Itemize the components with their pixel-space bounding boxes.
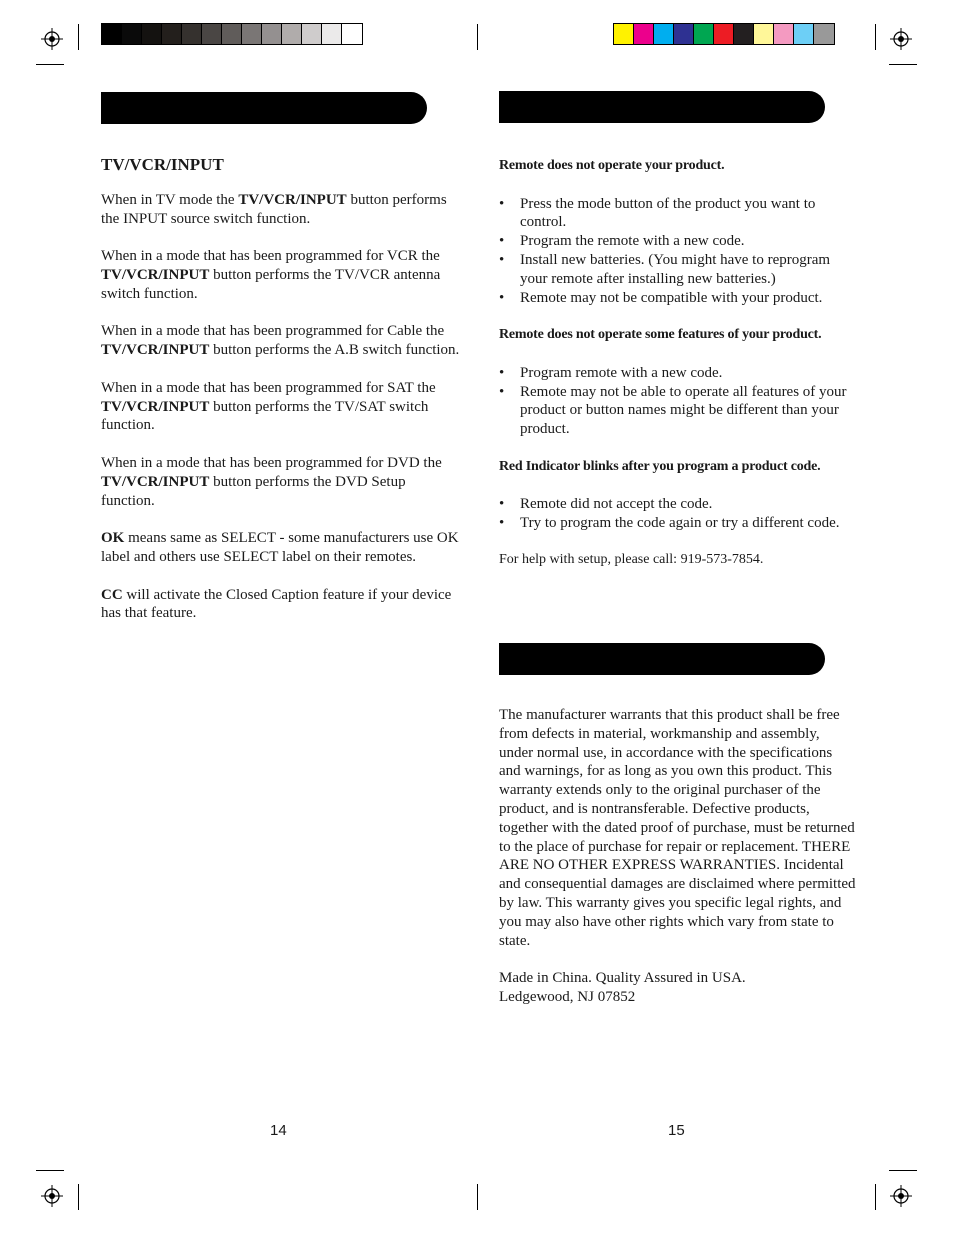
left-paragraphs	[101, 191, 461, 623]
gray-swatch	[102, 24, 122, 44]
gray-swatch	[242, 24, 262, 44]
color-swatch	[654, 24, 674, 44]
body-paragraph	[101, 191, 461, 229]
color-swatch	[774, 24, 794, 44]
crop-mark	[477, 1184, 478, 1210]
bullet-list	[499, 195, 857, 308]
bullet-list	[499, 495, 857, 533]
process-color-bar	[613, 23, 835, 45]
gray-swatch	[282, 24, 302, 44]
gray-swatch	[222, 24, 242, 44]
body-paragraph	[101, 247, 461, 303]
body-paragraph	[101, 379, 461, 435]
crop-mark	[889, 1170, 917, 1171]
crop-mark	[875, 1184, 876, 1210]
body-paragraph	[101, 586, 461, 624]
color-swatch	[714, 24, 734, 44]
troubleshooting-heading: Remote does not operate your product.	[499, 158, 725, 173]
right-column	[499, 157, 857, 570]
color-swatch	[694, 24, 714, 44]
list-item: • Remote may not be able to operate all features of your product or button names might be different than your product.	[499, 383, 857, 439]
paragraph-text: will activate the Closed Caption feature if your device has that feature.	[101, 586, 452, 622]
list-item: • Program the remote with a new code.	[499, 232, 857, 251]
gray-swatch	[162, 24, 182, 44]
paragraph-text: When in TV mode the	[101, 191, 239, 208]
troubleshooting-header-bar	[499, 91, 825, 123]
left-column	[101, 156, 461, 623]
body-paragraph	[101, 454, 461, 510]
gray-swatch	[182, 24, 202, 44]
left-header-bar	[101, 92, 427, 124]
list-item: • Press the mode button of the product you want to control.	[499, 195, 857, 233]
color-swatch	[614, 24, 634, 44]
bullet-list	[499, 364, 857, 439]
paragraph-text: button performs the A.B switch function.	[209, 342, 460, 359]
paragraph-bold-term: TV/VCR/INPUT	[101, 473, 210, 490]
color-swatch	[734, 24, 754, 44]
crop-mark	[36, 1170, 64, 1171]
gray-swatch	[342, 24, 362, 44]
list-item: • Remote did not accept the code.	[499, 495, 857, 514]
warranty-header-bar	[499, 643, 825, 675]
paragraph-text: When in a mode that has been programmed for Cable the	[101, 323, 445, 340]
troubleshooting-section	[499, 458, 857, 533]
paragraph-text: When in a mode that has been programmed for DVD the	[101, 454, 442, 471]
troubleshooting-section	[499, 326, 857, 439]
paragraph-bold-term: OK	[101, 530, 125, 547]
made-in-text: Made in China. Quality Assured in USA.	[499, 970, 746, 987]
paragraph-text: When in a mode that has been programmed for SAT the	[101, 379, 436, 396]
crop-mark	[875, 24, 876, 50]
paragraph-text: button performs the TV/VCR antenna switch function.	[101, 266, 441, 302]
paragraph-text: When in a mode that has been programmed for VCR the	[101, 248, 440, 265]
paragraph-text: button performs the INPUT source switch function.	[101, 191, 447, 227]
crop-mark	[889, 64, 917, 65]
gray-swatch	[142, 24, 162, 44]
paragraph-bold-term: CC	[101, 586, 123, 603]
gray-swatch	[202, 24, 222, 44]
color-swatch	[634, 24, 654, 44]
page-number-left: 14	[270, 1122, 287, 1139]
crop-mark	[78, 24, 79, 50]
paragraph-text: means same as SELECT - some manufacturers use OK label and others use SELECT label on their remotes.	[101, 530, 459, 565]
crop-mark	[36, 64, 64, 65]
registration-mark-icon	[41, 28, 63, 50]
grayscale-color-bar	[101, 23, 363, 45]
troubleshooting-sections	[499, 157, 857, 533]
list-item: • Try to program the code again or try a different code.	[499, 514, 857, 533]
list-item: • Install new batteries. (You might have to reprogram your remote after installing new batteries.)	[499, 251, 857, 289]
paragraph-bold-term: TV/VCR/INPUT	[101, 266, 210, 283]
registration-mark-icon	[41, 1185, 63, 1207]
crop-mark	[477, 24, 478, 50]
paragraph-bold-term: TV/VCR/INPUT	[101, 398, 210, 415]
color-swatch	[814, 24, 834, 44]
registration-mark-icon	[890, 28, 912, 50]
crop-mark	[78, 1184, 79, 1210]
troubleshooting-heading: Red Indicator blinks after you program a product code.	[499, 458, 821, 474]
gray-swatch	[122, 24, 142, 44]
color-swatch	[794, 24, 814, 44]
warranty-text: The manufacturer warrants that this product shall be free from defects in material, workmanship and assembly, under normal use, in accordance with the specifications and warnings, for as long as you own this product. This warranty extends only to the original purchaser of the product, and is nontransferable. Defective products, together with the dated proof of purchase, must be returned to the place of purchase for repair or replacement. THERE ARE NO OTHER EXPRESS WARRANTIES. Incidental and consequential damages are disclaimed where permitted by law. This warranty gives you specific legal rights, and you may also have other rights which vary from state to state.	[499, 707, 856, 949]
color-swatch	[754, 24, 774, 44]
section-title: TV/VCR/INPUT	[101, 155, 224, 174]
paragraph-text: button performs the TV/SAT switch function.	[101, 398, 429, 434]
gray-swatch	[302, 24, 322, 44]
gray-swatch	[322, 24, 342, 44]
address-text: Ledgewood, NJ 07852	[499, 988, 636, 1005]
paragraph-text: button performs the DVD Setup function.	[101, 473, 406, 509]
list-item: • Program remote with a new code.	[499, 364, 857, 383]
page-number-right: 15	[668, 1122, 685, 1139]
gray-swatch	[262, 24, 282, 44]
troubleshooting-heading: Remote does not operate some features of your product.	[499, 327, 822, 343]
troubleshooting-section	[499, 157, 857, 307]
body-paragraph	[101, 529, 461, 567]
list-item: • Remote may not be compatible with your product.	[499, 289, 857, 308]
paragraph-bold-term: TV/VCR/INPUT	[101, 342, 210, 359]
registration-mark-icon	[890, 1185, 912, 1207]
help-text: For help with setup, please call: 919-573-7854.	[499, 551, 764, 567]
warranty-column	[499, 706, 857, 1007]
body-paragraph	[101, 322, 461, 360]
paragraph-bold-term: TV/VCR/INPUT	[238, 191, 347, 208]
color-swatch	[674, 24, 694, 44]
